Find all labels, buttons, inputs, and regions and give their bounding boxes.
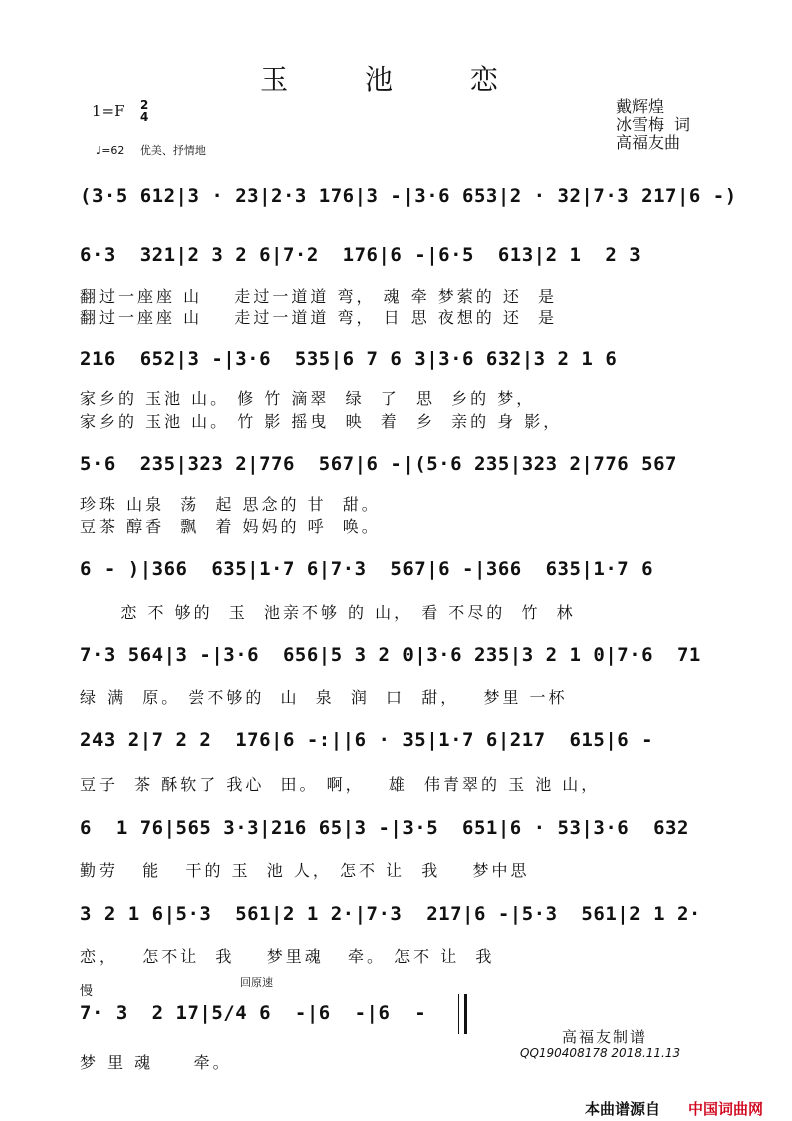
meter-bottom: 4 — [140, 110, 149, 124]
lyric-line-7: 恋 不 够的 玉 池亲不够 的 山， 看 不尽的 竹 林 — [80, 603, 576, 622]
staff-line-3: 216 652|3 -|3·6 535|6 7 6 3|3·6 632|3 2 1 6 — [80, 348, 618, 370]
lyricist-1: 戴辉煌 — [616, 97, 665, 116]
contact-date: QQ190408178 2018.11.13 — [520, 1046, 681, 1060]
lyricist-2: 冰雪梅 — [616, 115, 665, 134]
lyric-line-4: 家乡的 玉池 山。 竹 影 摇曳 映 着 乡 亲的 身 影， — [80, 412, 563, 431]
staff-line-10: 7· 3 2 17|5/4 6 -|6 -|6 - — [80, 1002, 427, 1024]
lyric-line-8: 绿 满 原。 尝不够的 山 泉 润 口 甜， 梦里 一杯 — [80, 688, 568, 707]
lyric-line-3: 家乡的 玉池 山。 修 竹 滴翠 绿 了 思 乡的 梦， — [80, 389, 536, 408]
tempo-value: ♩=62 — [96, 144, 125, 157]
lyric-line-5: 珍珠 山泉 荡 起 思念的 甘 甜。 — [80, 495, 381, 514]
expression-text: 优美、抒情地 — [139, 144, 206, 157]
staff-line-8: 6 1 76|565 3·3|216 65|3 -|3·5 651|6 · 53|3·6 632 — [80, 817, 689, 839]
footer-site-link[interactable]: 中国词曲网 — [688, 1100, 764, 1118]
lyric-line-1: 翻过一座座 山 走过一道道 弯， 魂 牵 梦萦的 还 是 — [80, 287, 558, 306]
lyric-line-9: 豆子 茶 酥软了 我心 田。 啊， 雄 伟青翠的 玉 池 山， — [80, 775, 601, 794]
lyric-line-11b: 恋， 怎不让 我 梦里魂 牵。 怎不 让 我 — [80, 947, 495, 966]
lyric-line-12: 梦 里 魂 牵。 — [80, 1053, 232, 1072]
meter-top: 2 — [140, 98, 149, 112]
staff-line-4: 5·6 235|323 2|776 567|6 -|(5·6 235|323 2|776 567 — [80, 453, 677, 475]
composer: 高福友曲 — [616, 133, 681, 152]
lyric-line-10: 勤劳 能 干的 玉 池 人， 怎不 让 我 梦中思 — [80, 861, 530, 880]
slow-mark: 慢 — [80, 984, 94, 999]
footer-source-label: 本曲谱源自 — [585, 1100, 661, 1118]
credits — [616, 97, 691, 152]
staff-line-1: (3·5 612|3 · 23|2·3 176|3 -|3·6 653|2 · 32|7·3 217|6 -) — [80, 185, 737, 207]
time-signature — [140, 99, 148, 123]
final-barline — [458, 994, 467, 1034]
staff-line-7: 243 2|7 2 2 176|6 -:||6 · 35|1·7 6|217 615|6 - — [80, 729, 654, 751]
staff-line-9: 3 2 1 6|5·3 561|2 1 2·|7·3 217|6 -|5·3 561|2 1 2· — [80, 903, 701, 925]
lyricist-role: 词 — [674, 115, 691, 134]
score-maker: 高福友制谱 — [562, 1028, 648, 1046]
lyric-line-2: 翻过一座座 山 走过一道道 弯， 日 思 夜想的 还 是 — [80, 308, 558, 327]
staff-line-5: 6 - )|366 635|1·7 6|7·3 567|6 -|366 635|1·7 6 — [80, 558, 654, 580]
key-signature: 1=F — [92, 102, 125, 120]
page-title: 玉 池 恋 — [260, 63, 532, 96]
back-to-tempo-mark: 回原速 — [240, 976, 273, 989]
tempo-marking — [96, 142, 206, 158]
staff-line-6: 7·3 564|3 -|3·6 656|5 3 2 0|3·6 235|3 2 1 0|7·6 71 — [80, 644, 701, 666]
lyric-line-6: 豆茶 醇香 飘 着 妈妈的 呼 唤。 — [80, 517, 381, 536]
staff-line-2: 6·3 321|2 3 2 6|7·2 176|6 -|6·5 613|2 1 2 3 — [80, 244, 642, 266]
